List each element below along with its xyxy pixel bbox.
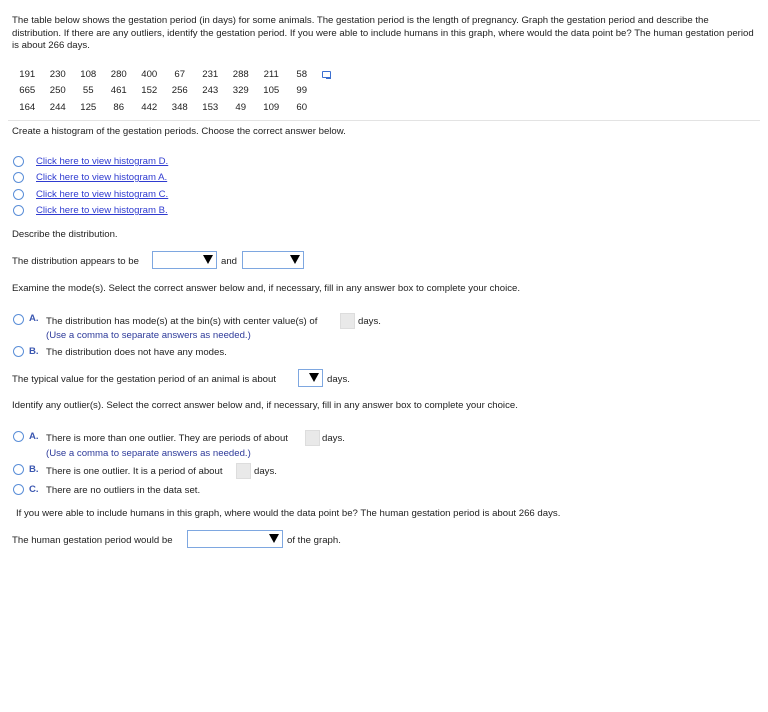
table-cell: 348	[171, 101, 188, 113]
outlier-a-text: There is more than one outlier. They are periods of about	[46, 433, 288, 444]
mode-a-text: The distribution has mode(s) at the bin(s) with center value(s) of	[46, 316, 318, 327]
table-cell: 231	[202, 68, 219, 80]
dropdown-arrow-icon	[203, 255, 213, 264]
distribution-dropdown-1[interactable]	[152, 251, 217, 269]
table-cell: 329	[232, 85, 249, 97]
days-label: days.	[254, 466, 277, 477]
table-cell: 211	[263, 68, 279, 80]
table-cell: 153	[202, 101, 219, 113]
dropdown-arrow-icon	[309, 373, 319, 382]
table-cell: 58	[296, 68, 308, 80]
mode-b-text: The distribution does not have any modes.	[46, 347, 227, 358]
dropdown-arrow-icon	[269, 534, 279, 543]
option-letter: A.	[29, 431, 39, 442]
link-histogram-b[interactable]: Click here to view histogram B.	[36, 205, 168, 216]
days-label: days.	[358, 316, 381, 327]
human-label: The human gestation period would be	[12, 535, 173, 546]
human-prompt: If you were able to include humans in this graph, where would the data point be? The human gestation period is about 266 days.	[16, 508, 561, 519]
radio-histogram-a[interactable]	[13, 172, 24, 183]
link-histogram-a[interactable]: Click here to view histogram A.	[36, 172, 168, 183]
table-cell: 164	[19, 101, 36, 113]
option-letter: B.	[29, 464, 39, 475]
typical-value-dropdown[interactable]	[298, 369, 323, 387]
table-cell: 256	[171, 85, 188, 97]
link-histogram-c[interactable]: Click here to view histogram C.	[36, 189, 169, 200]
table-cell: 60	[296, 101, 308, 113]
table-cell: 442	[141, 101, 158, 113]
table-cell: 152	[141, 85, 158, 97]
option-letter: C.	[29, 484, 39, 495]
table-cell: 250	[49, 85, 66, 97]
table-cell: 99	[296, 85, 308, 97]
table-cell: 108	[80, 68, 97, 80]
table-cell: 244	[49, 101, 66, 113]
table-cell: 243	[202, 85, 219, 97]
table-cell: 67	[174, 68, 186, 80]
copy-data-icon[interactable]	[322, 71, 331, 78]
table-cell: 125	[80, 101, 97, 113]
distribution-dropdown-2[interactable]	[242, 251, 304, 269]
radio-outlier-c[interactable]	[13, 484, 24, 495]
radio-histogram-b[interactable]	[13, 205, 24, 216]
radio-outlier-a[interactable]	[13, 431, 24, 442]
radio-outlier-b[interactable]	[13, 464, 24, 475]
table-cell: 400	[141, 68, 158, 80]
table-row	[12, 83, 317, 100]
dropdown-arrow-icon	[290, 255, 300, 264]
radio-mode-a[interactable]	[13, 314, 24, 325]
table-cell: 461	[110, 85, 127, 97]
table-cell: 49	[235, 101, 247, 113]
table-cell: 191	[19, 68, 36, 80]
mode-prompt: Examine the mode(s). Select the correct answer below and, if necessary, fill in any answer box to complete your choice.	[12, 283, 520, 294]
table-cell: 280	[110, 68, 127, 80]
option-letter: B.	[29, 346, 39, 357]
gestation-table	[12, 66, 317, 116]
outlier-b-text: There is one outlier. It is a period of about	[46, 466, 223, 477]
table-row	[12, 99, 317, 116]
distribution-label: The distribution appears to be	[12, 256, 139, 267]
outlier-b-answer-box[interactable]	[236, 463, 251, 479]
hint-text: (Use a comma to separate answers as needed.)	[46, 330, 251, 341]
days-label: days.	[322, 433, 345, 444]
radio-histogram-d[interactable]	[13, 156, 24, 167]
divider	[8, 120, 760, 121]
table-cell: 105	[263, 85, 280, 97]
hint-text: (Use a comma to separate answers as needed.)	[46, 448, 251, 459]
mode-answer-box[interactable]	[340, 313, 355, 329]
table-cell: 288	[232, 68, 249, 80]
option-letter: A.	[29, 313, 39, 324]
table-cell: 665	[19, 85, 36, 97]
table-cell: 55	[82, 85, 94, 97]
radio-histogram-c[interactable]	[13, 189, 24, 200]
outlier-c-text: There are no outliers in the data set.	[46, 485, 201, 496]
problem-statement: The table below shows the gestation period (in days) for some animals. The gestation period is the length of pregnancy. Graph the gestation period and describe the distribution. If there are any outliers, identify the gestation period. If you were able to include humans in this graph, where would the data point be? The human gestation period is about 266 days.	[12, 15, 754, 51]
graph-suffix-label: of the graph.	[287, 535, 341, 546]
histogram-prompt: Create a histogram of the gestation periods. Choose the correct answer below.	[12, 126, 346, 137]
link-histogram-d[interactable]: Click here to view histogram D.	[36, 156, 169, 167]
table-cell: 86	[113, 101, 125, 113]
and-label: and	[221, 256, 238, 267]
table-row	[12, 66, 317, 83]
human-position-dropdown[interactable]	[187, 530, 283, 548]
table-cell: 230	[49, 68, 66, 80]
outlier-a-answer-box[interactable]	[305, 430, 320, 446]
typical-value-label: The typical value for the gestation period of an animal is about	[12, 374, 276, 385]
outlier-prompt: Identify any outlier(s). Select the correct answer below and, if necessary, fill in any answer box to complete your choice.	[12, 400, 518, 411]
radio-mode-b[interactable]	[13, 346, 24, 357]
describe-prompt: Describe the distribution.	[12, 229, 118, 240]
table-cell: 109	[263, 101, 280, 113]
days-label: days.	[327, 374, 350, 385]
